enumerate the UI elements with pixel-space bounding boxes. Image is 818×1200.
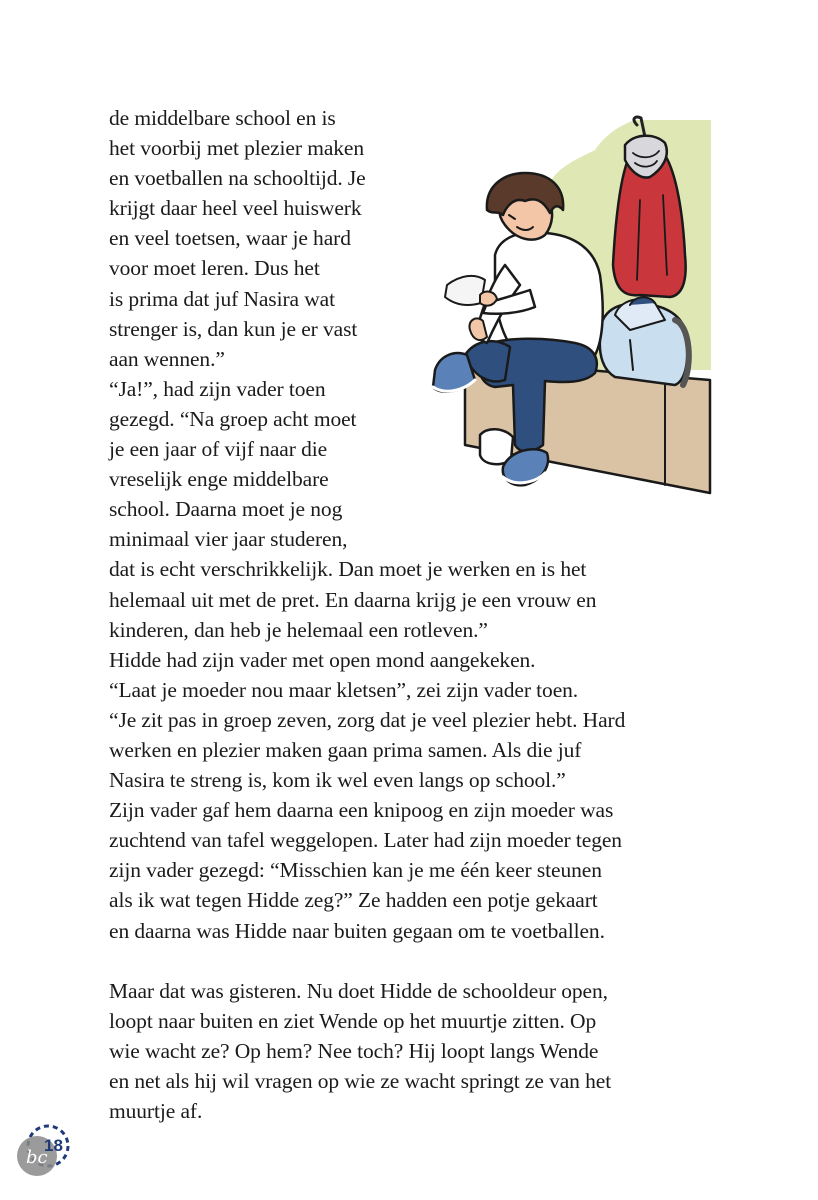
text-line: Hidde had zijn vader met open mond aangekeken. bbox=[109, 647, 536, 672]
illustration-boy-on-bench bbox=[425, 115, 720, 500]
text-line: helemaal uit met de pret. En daarna krijg je een vrouw en bbox=[109, 587, 597, 612]
text-line: krijgt daar heel veel huiswerk bbox=[109, 196, 362, 221]
page-number: 18 bbox=[44, 1136, 63, 1155]
paragraph-gap bbox=[109, 946, 709, 976]
text-line: “Ja!”, had zijn vader toen bbox=[109, 376, 326, 401]
page-number-badge bbox=[14, 1118, 76, 1180]
text-line: vreselijk enge middelbare bbox=[109, 467, 329, 492]
text-line: zijn vader gezegd: “Misschien kan je me één keer steunen bbox=[109, 858, 602, 883]
text-line: dat is echt verschrikkelijk. Dan moet je werken en is het bbox=[109, 557, 587, 582]
text-line: voor moet leren. Dus het bbox=[109, 256, 320, 281]
text-line: zuchtend van tafel weggelopen. Later had zijn moeder tegen bbox=[109, 828, 622, 853]
text-line: strenger is, dan kun je er vast bbox=[109, 316, 358, 341]
text-line: en net als hij wil vragen op wie ze wacht springt ze van het bbox=[109, 1068, 612, 1093]
text-line: minimaal vier jaar studeren, bbox=[109, 527, 348, 552]
text-line: kinderen, dan heb je helemaal een rotleven.” bbox=[109, 617, 488, 642]
text-line: is prima dat juf Nasira wat bbox=[109, 286, 335, 311]
text-line: en veel toetsen, waar je hard bbox=[109, 226, 351, 251]
text-line: gezegd. “Na groep acht moet bbox=[109, 406, 357, 431]
text-line: Nasira te streng is, kom ik wel even langs op school.” bbox=[109, 768, 566, 793]
text-line: loopt naar buiten en ziet Wende op het muurtje zitten. Op bbox=[109, 1008, 597, 1033]
text-line: Zijn vader gaf hem daarna een knipoog en zijn moeder was bbox=[109, 798, 614, 823]
text-line: je een jaar of vijf naar die bbox=[109, 437, 328, 462]
text-line: “Laat je moeder nou maar kletsen”, zei zijn vader toen. bbox=[109, 677, 579, 702]
text-line: “Je zit pas in groep zeven, zorg dat je veel plezier hebt. Hard bbox=[109, 707, 626, 732]
text-line: de middelbare school en is bbox=[109, 106, 336, 130]
text-line: als ik wat tegen Hidde zeg?” Ze hadden een potje gekaart bbox=[109, 888, 598, 913]
text-line: Maar dat was gisteren. Nu doet Hidde de schooldeur open, bbox=[109, 978, 608, 1003]
paragraph-2 bbox=[109, 976, 709, 1126]
text-line: en voetballen na schooltijd. Je bbox=[109, 166, 366, 191]
text-line: wie wacht ze? Op hem? Nee toch? Hij loopt langs Wende bbox=[109, 1038, 599, 1063]
text-line: school. Daarna moet je nog bbox=[109, 497, 343, 522]
text-line: aan wennen.” bbox=[109, 346, 225, 371]
text-line: werken en plezier maken gaan prima samen. Als die juf bbox=[109, 737, 582, 762]
svg-text:bc: bc bbox=[26, 1147, 48, 1168]
text-line: en daarna was Hidde naar buiten gegaan om te voetballen. bbox=[109, 918, 605, 943]
text-line: het voorbij met plezier maken bbox=[109, 136, 365, 161]
text-line: muurtje af. bbox=[109, 1099, 203, 1123]
